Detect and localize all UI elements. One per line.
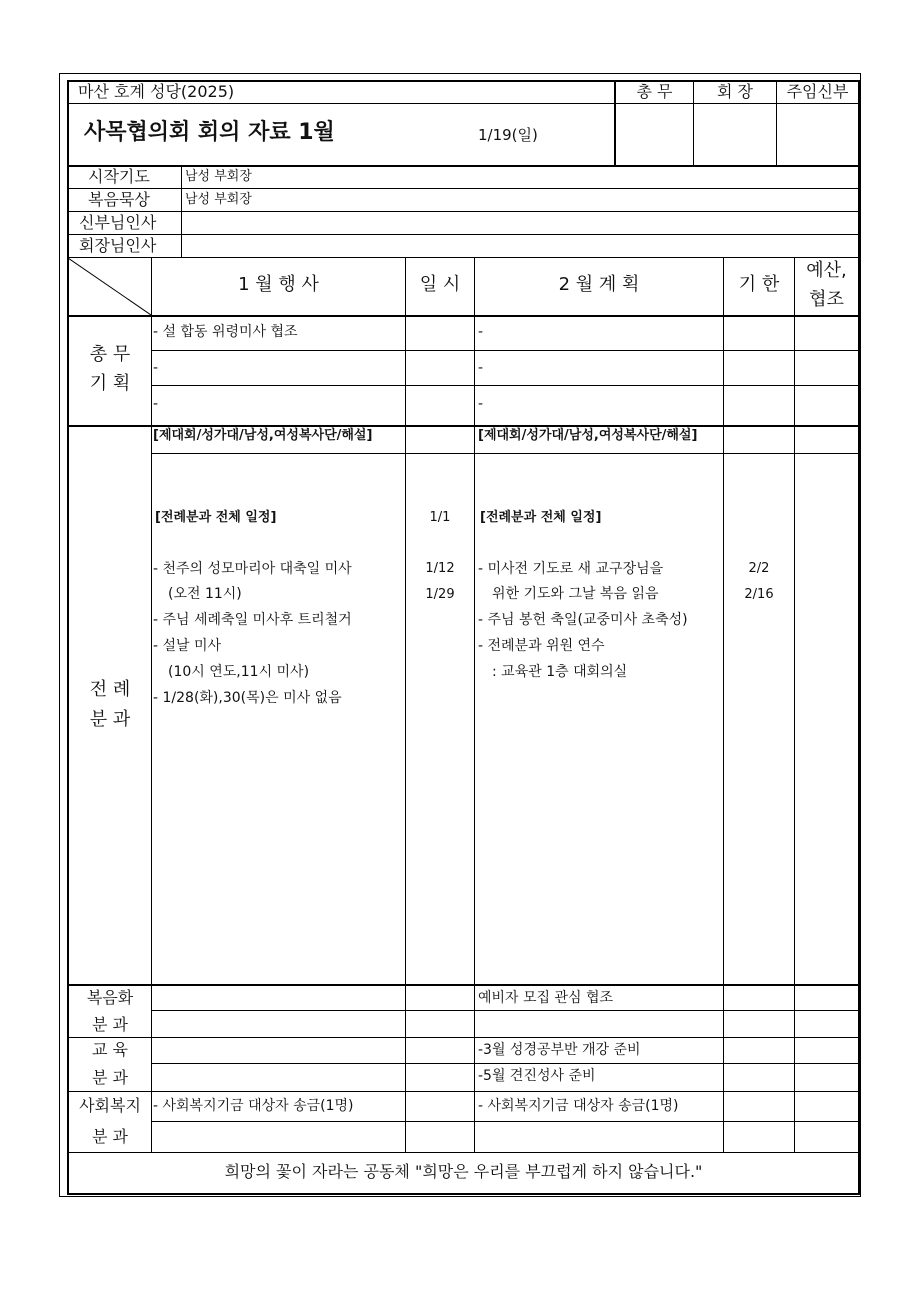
section-general-label-2: 기 획 <box>89 373 131 394</box>
general-feb-row-3: - <box>478 396 484 412</box>
general-jan-row-3: - <box>153 396 159 412</box>
section-evangelization-label-1: 복음화 <box>86 988 134 1007</box>
page-title: 사목협의회 회의 자료 1월 <box>84 120 335 145</box>
header-diagonal <box>68 258 151 315</box>
president-greeting-label: 회장님인사 <box>79 236 157 255</box>
liturgy-feb-title: [전례분과 전체 일정] <box>480 510 602 525</box>
liturgy-jan-line-4: - 설날 미사 <box>153 638 222 654</box>
approval-general-label: 총 무 <box>636 82 673 101</box>
section-education-label-1: 교 육 <box>92 1040 128 1059</box>
liturgy-feb-deadline-2: 2/16 <box>744 587 774 602</box>
section-liturgy-label-1: 전 례 <box>89 679 131 700</box>
liturgy-jan-line-6: - 1/28(화),30(목)은 미사 없음 <box>153 690 342 706</box>
liturgy-feb-groups: [제대회/성가대/남성,여성복사단/해설] <box>478 428 698 443</box>
liturgy-feb-line-3: - 주님 봉헌 축일(교중미사 초축성) <box>478 612 688 628</box>
liturgy-jan-groups: [제대회/성가대/남성,여성복사단/해설] <box>153 428 373 443</box>
col-budget-line1: 예산, <box>806 260 847 281</box>
liturgy-jan-time-1: 1/12 <box>425 561 455 576</box>
col-budget-line2: 협조 <box>809 289 844 310</box>
opening-prayer-label: 시작기도 <box>88 167 150 186</box>
section-welfare-label-2: 분 과 <box>92 1127 128 1146</box>
section-evangelization-label-2: 분 과 <box>92 1015 128 1034</box>
liturgy-feb-deadline-1: 2/2 <box>748 561 770 576</box>
welfare-feb-row-1: - 사회복지기금 대상자 송금(1명) <box>478 1098 679 1114</box>
liturgy-feb-line-1: - 미사전 기도로 새 교구장님을 <box>478 561 664 577</box>
liturgy-feb-line-4: - 전례분과 위원 연수 <box>478 638 605 654</box>
general-jan-row-2: - <box>153 360 159 376</box>
footer-motto: 희망의 꽃이 자라는 공동체 "희망은 우리를 부끄럽게 하지 않습니다." <box>224 1162 703 1181</box>
section-general-label-1: 총 무 <box>89 344 131 365</box>
col-feb-plan: 2 월 계 획 <box>558 274 640 295</box>
section-liturgy-label-2: 분 과 <box>89 709 131 730</box>
col-deadline: 기 한 <box>738 274 780 295</box>
opening-prayer-value: 남성 부회장 <box>185 169 252 184</box>
parish-label: 마산 호계 성당(2025) <box>78 82 235 101</box>
welfare-jan-row-1: - 사회복지기금 대상자 송금(1명) <box>153 1098 354 1114</box>
liturgy-jan-time-2: 1/29 <box>425 587 455 602</box>
general-feb-row-2: - <box>478 360 484 376</box>
gospel-reflection-label: 복음묵상 <box>88 190 150 209</box>
evangelization-feb-row-1: 예비자 모집 관심 협조 <box>478 990 614 1006</box>
priest-greeting-label: 신부님인사 <box>79 213 157 232</box>
general-feb-row-1: - <box>478 324 484 340</box>
liturgy-jan-line-5: (10시 연도,11시 미사) <box>168 664 310 680</box>
liturgy-jan-title: [전례분과 전체 일정] <box>155 510 277 525</box>
gospel-reflection-value: 남성 부회장 <box>185 192 252 207</box>
col-time: 일 시 <box>419 274 461 295</box>
liturgy-feb-line-2: 위한 기도와 그날 복음 읽음 <box>492 586 659 602</box>
page-frame <box>59 73 861 1197</box>
liturgy-jan-title-time: 1/1 <box>429 510 451 525</box>
col-jan-events: 1 월 행 사 <box>238 274 319 295</box>
liturgy-jan-line-2: (오전 11시) <box>168 586 242 602</box>
liturgy-jan-line-3: - 주님 세례축일 미사후 트리철거 <box>153 612 352 628</box>
liturgy-feb-line-5: : 교육관 1층 대회의실 <box>492 664 628 680</box>
education-feb-row-2: -5월 견진성사 준비 <box>478 1068 596 1084</box>
general-jan-row-1: - 설 합동 위령미사 협조 <box>153 324 298 340</box>
meeting-date: 1/19(일) <box>478 126 538 144</box>
liturgy-jan-line-1: - 천주의 성모마리아 대축일 미사 <box>153 561 352 577</box>
approval-pastor-label: 주임신부 <box>786 82 849 101</box>
section-welfare-label-1: 사회복지 <box>79 1096 141 1115</box>
approval-president-label: 회 장 <box>717 82 753 101</box>
education-feb-row-1: -3월 성경공부반 개강 준비 <box>478 1042 641 1058</box>
section-education-label-2: 분 과 <box>92 1068 128 1087</box>
